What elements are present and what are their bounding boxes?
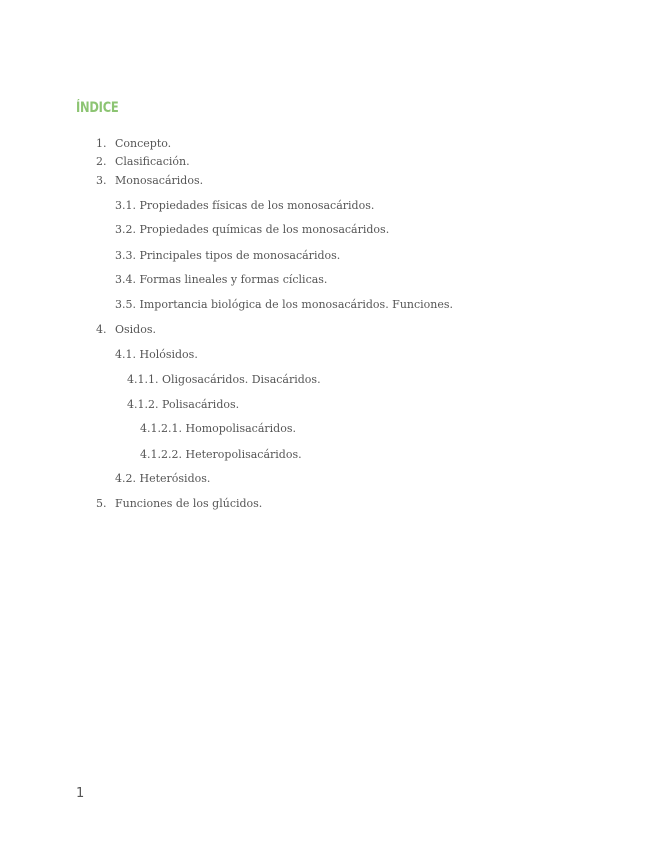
toc-entry-4-1-2	[127, 398, 239, 412]
toc-entry-4-1	[115, 348, 198, 362]
toc-entry-text: Principales tipos de monosacáridos.	[139, 249, 341, 262]
toc-entry-1	[96, 137, 171, 151]
toc-entry-number: 3.	[96, 174, 107, 187]
toc-entry-text: Holósidos.	[139, 348, 198, 361]
index-heading: ÍNDICE	[76, 100, 119, 116]
toc-entry-text: Monosacáridos.	[115, 174, 204, 187]
toc-entry-text: Formas lineales y formas cíclicas.	[139, 273, 328, 286]
toc-entry-2	[96, 155, 190, 169]
toc-entry-number: 3.1.	[115, 199, 136, 212]
toc-entry-text: Funciones de los glúcidos.	[115, 497, 263, 510]
toc-entry-text: Propiedades físicas de los monosacáridos.	[139, 199, 375, 212]
toc-entry-number: 4.1.2.1.	[140, 422, 182, 435]
toc-entry-text: Importancia biológica de los monosacáridos. Funciones.	[139, 298, 454, 311]
toc-entry-number: 4.1.2.2.	[140, 448, 182, 461]
toc-entry-number: 4.1.	[115, 348, 136, 361]
toc-entry-3-4	[115, 273, 327, 287]
toc-entry-3	[96, 174, 203, 188]
toc-entry-number: 1.	[96, 137, 107, 150]
toc-entry-4-1-2-2	[140, 448, 302, 462]
toc-entry-3-5	[115, 298, 453, 312]
toc-entry-number: 3.2.	[115, 223, 136, 236]
toc-entry-3-2	[115, 223, 389, 237]
toc-entry-number: 4.	[96, 323, 107, 336]
toc-entry-text: Polisacáridos.	[162, 398, 240, 411]
toc-entry-number: 4.1.1.	[127, 373, 159, 386]
toc-entry-text: Oligosacáridos. Disacáridos.	[162, 373, 321, 386]
toc-entry-number: 5.	[96, 497, 107, 510]
toc-entry-text: Clasificación.	[115, 155, 190, 168]
toc-entry-text: Osidos.	[115, 323, 156, 336]
toc-entry-5	[96, 497, 262, 511]
toc-entry-4-1-1	[127, 373, 321, 387]
toc-entry-4-1-2-1	[140, 422, 296, 436]
toc-entry-text: Heteropolisacáridos.	[185, 448, 302, 461]
toc-entry-text: Homopolisacáridos.	[185, 422, 296, 435]
toc-entry-text: Heterósidos.	[139, 472, 211, 485]
toc-entry-number: 4.2.	[115, 472, 136, 485]
toc-entry-text: Concepto.	[115, 137, 172, 150]
toc-entry-number: 3.5.	[115, 298, 136, 311]
toc-entry-number: 2.	[96, 155, 107, 168]
toc-entry-4-2	[115, 472, 210, 486]
toc-entry-3-3	[115, 249, 340, 263]
toc-entry-number: 3.4.	[115, 273, 136, 286]
toc-entry-number: 3.3.	[115, 249, 136, 262]
toc-entry-3-1	[115, 199, 374, 213]
toc-entry-number: 4.1.2.	[127, 398, 159, 411]
page-number: 1	[76, 786, 85, 801]
toc-entry-text: Propiedades químicas de los monosacáridos.	[139, 223, 390, 236]
toc-entry-4	[96, 323, 156, 337]
